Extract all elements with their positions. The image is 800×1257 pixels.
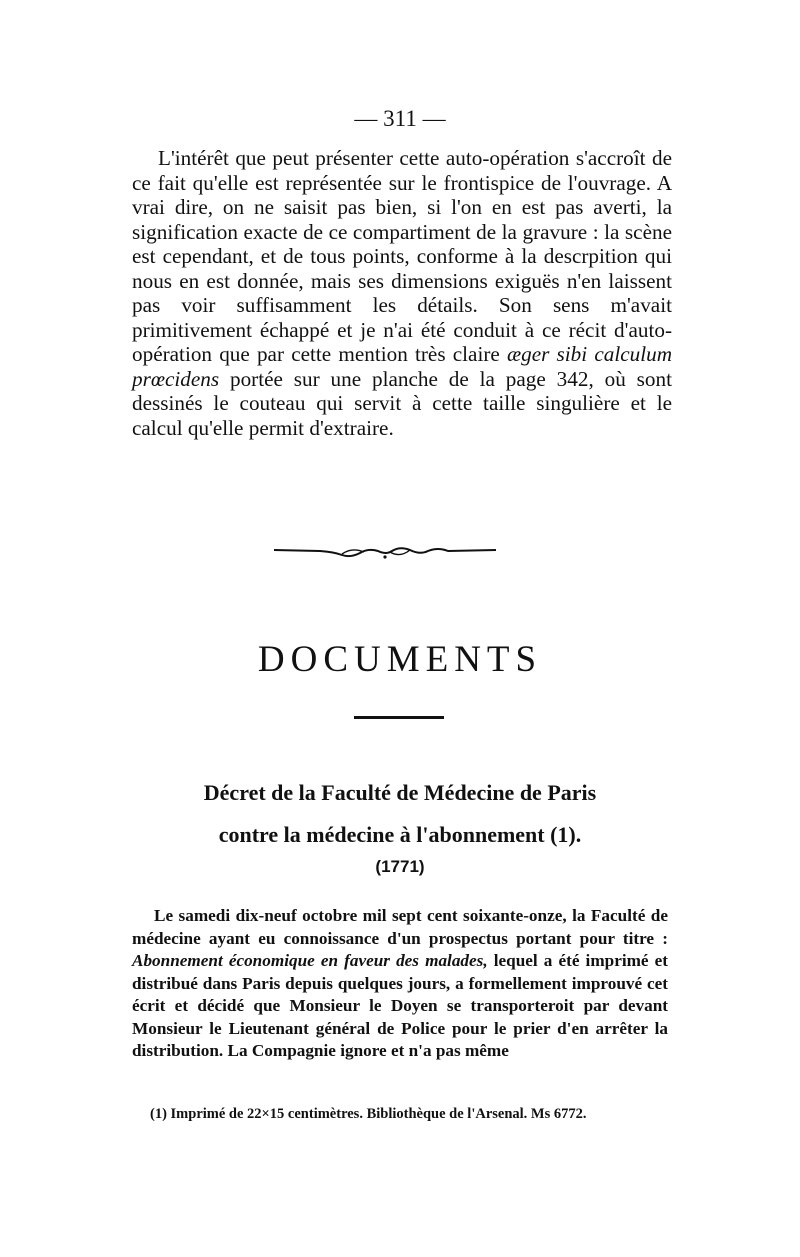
ornament-divider: [272, 536, 498, 566]
prospectus-title: Abonnement économique en faveur des malades,: [132, 951, 488, 970]
latin-phrase: æger sibi calculum prœcidens: [132, 342, 672, 391]
decree-paragraph: [132, 905, 668, 1063]
footnote: (1) Imprimé de 22×15 centimètres. Bibliothèque de l'Arsenal. Ms 6772.: [150, 1106, 587, 1122]
decree-title-line-2: contre la médecine à l'abonnement (1).: [218, 822, 582, 847]
decree-title-line-1: Décret de la Faculté de Médecine de Paris: [203, 780, 597, 805]
section-title: DOCUMENTS: [257, 639, 543, 680]
paragraph-text-end: portée sur une planche de la page 342, où sont dessinés le couteau qui servit à cette taille singulière et le calcul qu'elle permit d'extraire.: [132, 366, 672, 440]
title-rule: [354, 716, 444, 719]
page-number: — 311 —: [354, 106, 446, 131]
decree-year: (1771): [375, 857, 425, 876]
decree-text: Le samedi dix-neuf octobre mil sept cent soixante-onze, la Faculté de médecine ayant eu connoissance d'un prospectus portant pour titre :: [132, 906, 668, 948]
paragraph-text: L'intérêt que peut présenter cette auto-opération s'accroît de ce fait qu'elle est représentée sur le frontispice de l'ouvrage. A vrai dire, on ne saisit pas bien, si l'on en est pas averti, la signification exacte de ce compartiment de la gravure : la scène est cependant, et de tous points, conforme à la descrpition qui nous en est donnée, mais ses dimensions exiguës n'en laissent pas voir suffisamment les détails. Son sens m'avait primitivement échappé et je n'ai été conduit à ce récit d'auto-opération que par cette mention très claire: [132, 146, 672, 366]
body-paragraph: [132, 146, 672, 440]
decree-text-end: lequel a été imprimé et distribué dans Paris depuis quelques jours, a formellement improuvé cet écrit et décidé que Monsieur le Doyen se transporteroit par devant Monsieur le Lieutenant général de Police pour le prier d'en arrêter la distribution. La Compagnie ignore et n'a pas même: [132, 951, 669, 1060]
